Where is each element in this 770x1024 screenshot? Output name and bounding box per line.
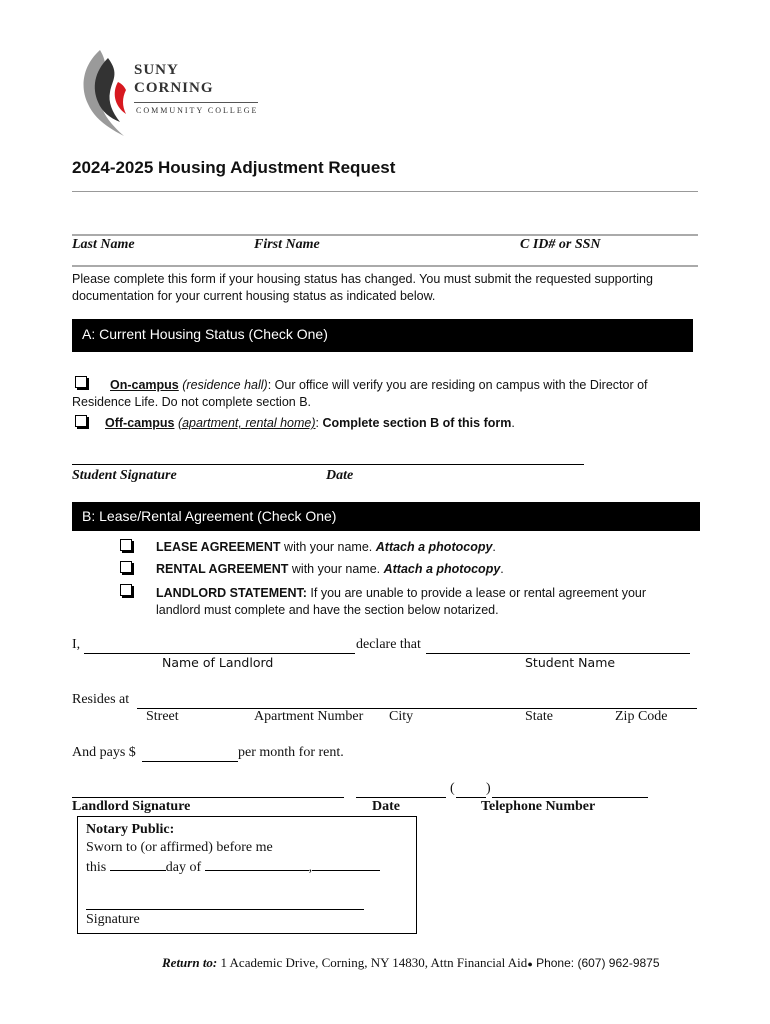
notary-line1: Sworn to (or affirmed) before me: [86, 840, 273, 855]
landlord-statement-option: [156, 585, 656, 619]
section-b-title: B: Lease/Rental Agreement (Check One): [82, 508, 337, 524]
rental-end: .: [500, 562, 504, 576]
logo-suny: SUNY: [134, 62, 179, 78]
notary-this: this: [86, 860, 110, 875]
logo-corning: CORNING: [134, 80, 214, 96]
student-date-label: Date: [326, 468, 354, 483]
lease-agreement-option: [156, 540, 496, 554]
notary-month-field[interactable]: [205, 858, 309, 871]
oncampus-note: (residence hall): [182, 378, 268, 392]
rental-attach-note: Attach a photocopy: [383, 562, 501, 576]
lease-end: .: [492, 540, 496, 554]
logo-community-college: COMMUNITY COLLEGE: [136, 106, 259, 115]
resides-at-text: Resides at: [72, 692, 130, 707]
first-name-label: First Name: [254, 237, 320, 252]
oncampus-text: : Our office will verify you are residing on campus with the Director of Residence Life. Do not complete section B.: [72, 378, 648, 409]
notary-signature-label: Signature: [86, 912, 140, 927]
section-a-title: A: Current Housing Status (Check One): [82, 326, 328, 342]
landlord-statement-text: If you are unable to provide a lease or rental agreement your landlord must complete and have the section below notarized.: [156, 586, 647, 617]
name-field-underline: [72, 265, 698, 267]
footer-return: [162, 955, 660, 971]
section-b-header: [72, 502, 700, 531]
section-a-header: [72, 319, 693, 352]
offcampus-note: (apartment, rental home): [177, 416, 316, 430]
lease-attach-note: Attach a photocopy: [375, 540, 493, 554]
offcampus-colon: :: [315, 416, 323, 430]
street-label: Street: [146, 709, 179, 724]
landlord-statement-label: LANDLORD STATEMENT:: [156, 586, 307, 600]
landlord-signature-line[interactable]: [72, 797, 344, 798]
title-divider: [72, 191, 698, 192]
footer-phone: Phone: (607) 962-9875: [532, 956, 660, 970]
student-name-line[interactable]: [426, 653, 690, 654]
notary-line2: [86, 858, 380, 876]
rental-agreement-option: [156, 562, 504, 576]
footer-bullet: ●: [527, 959, 533, 969]
landlord-date-line[interactable]: [356, 797, 446, 798]
offcampus-label: Off-campus: [105, 416, 175, 430]
offcampus-checkbox[interactable]: [75, 415, 87, 427]
area-code-line[interactable]: [456, 797, 486, 798]
rental-agreement-checkbox[interactable]: [120, 561, 132, 573]
lease-agreement-text: with your name.: [280, 540, 376, 554]
student-signature-line[interactable]: [72, 464, 584, 465]
student-signature-label: Student Signature: [72, 468, 177, 483]
declaration-i: I,: [72, 637, 81, 652]
oncampus-label: On-campus: [110, 378, 179, 392]
lease-agreement-checkbox[interactable]: [120, 539, 132, 551]
name-of-landlord-label: Name of Landlord: [162, 655, 274, 670]
last-name-label: Last Name: [72, 237, 135, 252]
cid-label: C ID# or SSN: [520, 237, 601, 252]
offcampus-option: [105, 416, 705, 430]
oncampus-option: [72, 377, 702, 411]
rental-agreement-text: with your name.: [288, 562, 384, 576]
landlord-date-label: Date: [372, 799, 400, 814]
notary-signature-line[interactable]: [86, 909, 364, 910]
offcampus-instruction: Complete section B of this form: [322, 416, 512, 430]
and-pays-text: And pays $: [72, 745, 136, 760]
phone-open-paren: (: [450, 781, 455, 796]
rental-agreement-label: RENTAL AGREEMENT: [156, 562, 289, 576]
city-label: City: [389, 709, 414, 724]
offcampus-end: .: [511, 416, 515, 430]
phone-number-line[interactable]: [492, 797, 648, 798]
landlord-name-line[interactable]: [84, 653, 355, 654]
rent-amount-line[interactable]: [142, 761, 238, 762]
intro-text: Please complete this form if your housing status has changed. You must submit the requested supporting documentation for your current housing status as indicated below.: [72, 272, 653, 303]
page-title: 2024-2025 Housing Adjustment Request: [72, 158, 396, 177]
zip-code-label: Zip Code: [615, 709, 668, 724]
notary-day-field[interactable]: [110, 858, 166, 871]
return-address: 1 Academic Drive, Corning, NY 14830, Attn Financial Aid: [217, 955, 528, 970]
telephone-number-label: Telephone Number: [481, 799, 596, 814]
lease-agreement-label: LEASE AGREEMENT: [156, 540, 281, 554]
notary-comma: ,: [308, 860, 313, 875]
address-line[interactable]: [137, 708, 697, 709]
notary-title: Notary Public:: [86, 822, 175, 837]
return-to-label: Return to:: [162, 955, 218, 970]
landlord-signature-label: Landlord Signature: [72, 799, 191, 814]
name-divider: [72, 234, 698, 236]
landlord-statement-checkbox[interactable]: [120, 584, 132, 596]
phone-close-paren: ): [486, 781, 491, 796]
flame-logo-icon: [78, 48, 134, 140]
college-logo: [78, 48, 268, 140]
state-label: State: [525, 709, 553, 724]
per-month-text: per month for rent.: [238, 745, 344, 760]
declare-that-text: declare that: [356, 637, 421, 652]
notary-day-of: day of: [165, 860, 205, 875]
notary-year-field[interactable]: [312, 858, 380, 871]
apartment-number-label: Apartment Number: [254, 709, 364, 724]
student-name-label: Student Name: [525, 655, 616, 670]
logo-rule: [134, 102, 258, 103]
notary-box: [77, 816, 417, 934]
